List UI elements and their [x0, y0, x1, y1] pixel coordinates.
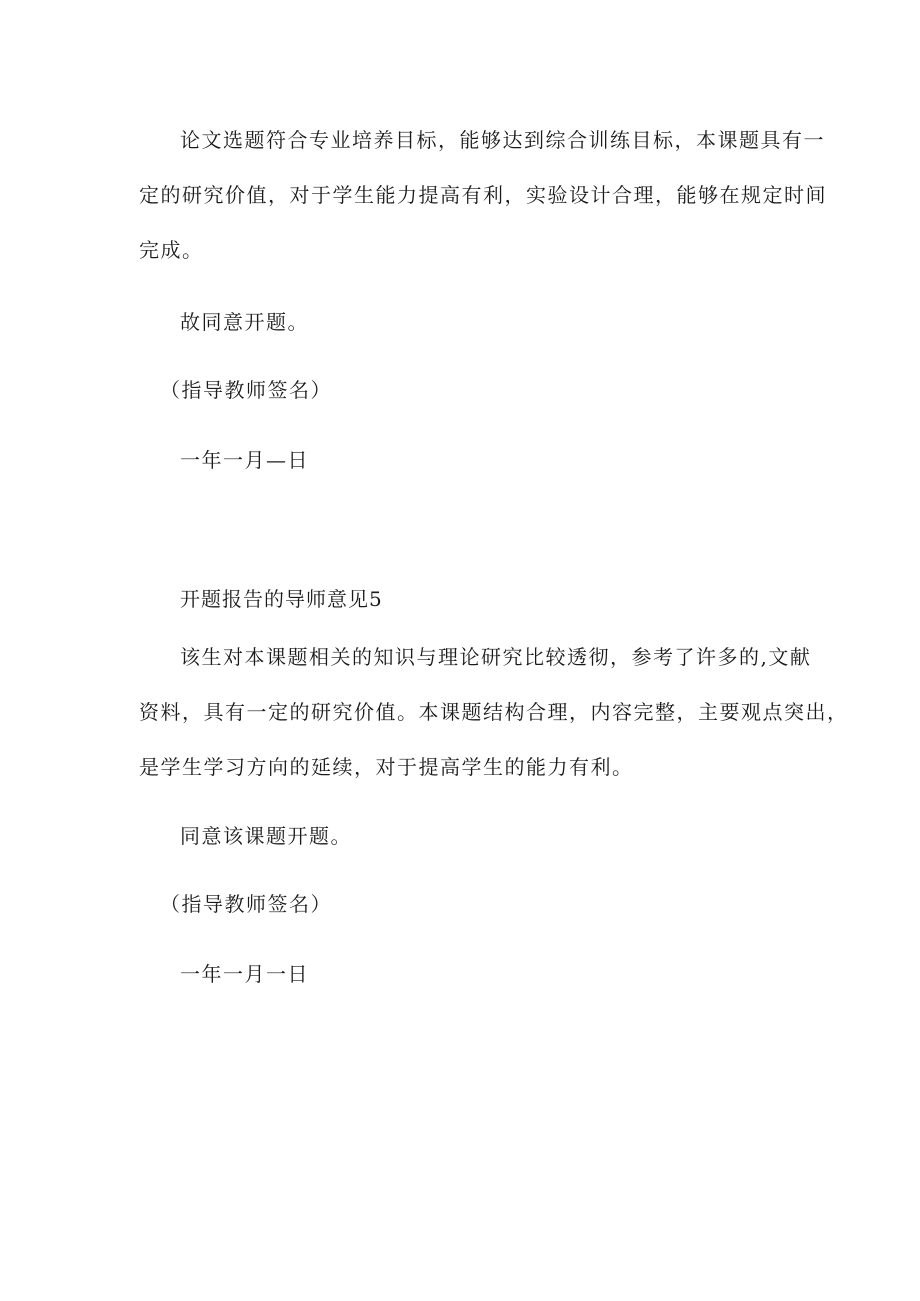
opinion-paragraph-line: 定的研究价值，对于学生能力提高有利，实验设计合理，能够在规定时间: [139, 183, 827, 207]
approval-statement: 故同意开题。: [180, 310, 309, 334]
date-line: 一年一月一日: [180, 962, 309, 986]
opinion-paragraph-line: 是学生学习方向的延续，对于提高学生的能力有利。: [139, 755, 634, 779]
opinion-paragraph-line: 该生对本课题相关的知识与理论研究比较透彻，参考了许多的,文献: [180, 645, 812, 669]
opinion-paragraph-line: 资料，具有一定的研究价值。本课题结构合理，内容完整，主要观点突出，: [139, 700, 849, 724]
section-heading: 开题报告的导师意见5: [180, 587, 383, 611]
advisor-signature-label: （指导教师签名）: [160, 378, 332, 402]
opinion-paragraph-line: 论文选题符合专业培养目标，能够达到综合训练目标，本课题具有一: [180, 128, 825, 152]
date-line: 一年一月—日: [180, 448, 309, 472]
approval-statement: 同意该课题开题。: [180, 824, 352, 848]
opinion-paragraph-line: 完成。: [139, 238, 204, 262]
advisor-signature-label: （指导教师签名）: [160, 892, 332, 916]
